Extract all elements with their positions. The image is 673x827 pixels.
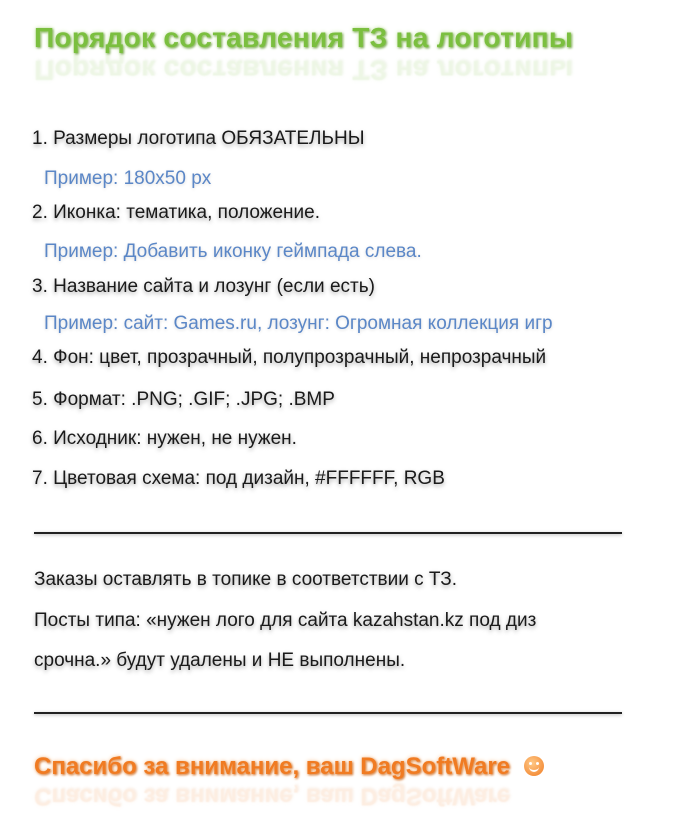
- item-icon: 2. Иконка: тематика, положение.: [32, 202, 320, 223]
- item-site-name: 3. Название сайта и лозунг (если есть): [32, 276, 375, 297]
- divider-bottom: [34, 712, 622, 714]
- thanks-message: [34, 753, 544, 781]
- thanks-reflection: [34, 782, 510, 810]
- thanks-reflection-text: Спасибо за внимание, ваш DagSoftWare: [34, 783, 511, 810]
- item-logo-size: 1. Размеры логотипа ОБЯЗАТЕЛЬНЫ: [32, 128, 365, 149]
- thanks-text: Спасибо за внимание, ваш DagSoftWare: [34, 753, 511, 780]
- divider-top: [34, 532, 622, 534]
- example-icon: Пример: Добавить иконку геймпада слева.: [44, 241, 422, 262]
- example-logo-size: Пример: 180x50 px: [44, 168, 212, 189]
- smiley-icon: [524, 756, 544, 776]
- note-posts-line2: срочна.» будут удалены и НЕ выполнены.: [34, 650, 406, 671]
- item-background: 4. Фон: цвет, прозрачный, полупрозрачный, непрозрачный: [32, 347, 547, 368]
- page-title-reflection: Порядок составления ТЗ на логотипы: [34, 55, 574, 86]
- note-posts-line1: Посты типа: «нужен лого для сайта kazahstan.kz под диз: [34, 610, 537, 631]
- item-source: 6. Исходник: нужен, не нужен.: [32, 428, 297, 449]
- item-color-scheme: 7. Цветовая схема: под дизайн, #FFFFFF, RGB: [32, 468, 445, 489]
- example-site-name: Пример: сайт: Games.ru, лозунг: Огромная коллекция игр: [44, 313, 553, 334]
- item-format: 5. Формат: .PNG; .GIF; .JPG; .BMP: [32, 389, 335, 410]
- page-title: Порядок составления ТЗ на логотипы: [34, 22, 574, 53]
- note-orders: Заказы оставлять в топике в соответствии с ТЗ.: [34, 569, 458, 590]
